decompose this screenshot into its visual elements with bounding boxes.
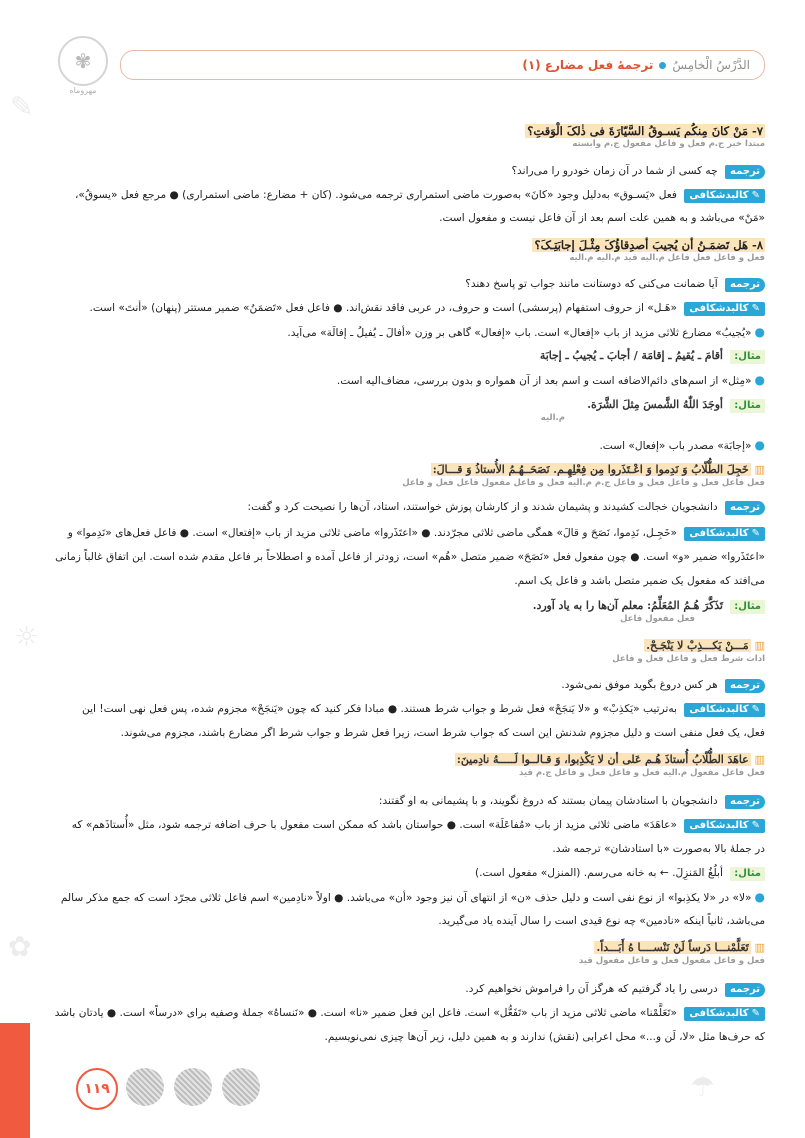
translation-text: دانشجویان با استادشان پیمان بستند که دروغ نگویند، و با پشیمانی به او گفتند: bbox=[378, 795, 718, 807]
pencil-icon: ✎ bbox=[751, 1008, 760, 1019]
lesson-title: الدَّرْسُ الْخامِسُ bbox=[672, 58, 750, 72]
analysis-line: می‌افتد که مفعول یک ضمیر متصل باشد و فاعل یک اسم. bbox=[514, 575, 765, 587]
example bbox=[42, 598, 765, 625]
translation-tag: ترجمه bbox=[725, 501, 765, 515]
translation bbox=[42, 500, 765, 515]
translation-tag: ترجمه bbox=[725, 983, 765, 997]
analysis-line: در جملهٔ بالا به‌صورت «با استادشان» ترجمه شد. bbox=[552, 843, 765, 855]
book-icon: ▥ bbox=[754, 639, 765, 652]
doodle-icon: ☼ bbox=[14, 620, 40, 653]
analysis bbox=[42, 188, 765, 203]
example bbox=[42, 348, 765, 364]
translation bbox=[42, 277, 765, 292]
decorative-circle bbox=[174, 1068, 212, 1106]
umbrella-icon: ☂ bbox=[690, 1070, 716, 1103]
analysis-line: ●«مِثل» از اسم‌های دائم‌الاضافه است و اسم بعد از آن همواره و بدون بررسی، مضاف‌الیه است. bbox=[336, 373, 765, 387]
grammar-labels: مبتدا خبر ج.م فعل و فاعل مفعول ج.م وابسته bbox=[572, 139, 765, 149]
example bbox=[42, 866, 765, 881]
sentence-block bbox=[42, 462, 765, 489]
example-tag: مثال: bbox=[730, 600, 765, 614]
topic-title: ترجمهٔ فعل مضارع (۱) bbox=[522, 58, 654, 72]
analysis-tag: ✎کالبدشکافی bbox=[684, 819, 765, 833]
bullet-icon: ● bbox=[754, 325, 765, 339]
question-sentence: ۸- هَل تَضمَـنُ أن یُجیبَ أصدِقاؤُکَ مِثْـلَ إجابَتِـکَ؟ bbox=[534, 238, 763, 252]
analysis-line: ●«لا» در «لا یکذِبوا» از نوع نفی است و دلیل حذف «ن» از انتهای آن نیز وجود «أن» می‌باشد. ● اولاً «نادِمین» اسم فاعل ثلاثی مجرّد است که جمع مذکر سالم bbox=[60, 890, 765, 904]
pencil-icon: ✎ bbox=[751, 704, 760, 715]
example bbox=[42, 397, 765, 424]
pencil-icon: ✎ bbox=[751, 303, 760, 314]
book-icon: ▥ bbox=[754, 753, 765, 766]
translation bbox=[42, 794, 765, 809]
decorative-circle bbox=[222, 1068, 260, 1106]
analysis-text: «تَعَلَّمْنا» ماضی ثلاثی مزید از باب «تَفَعُّل» است. فاعل این فعل ضمیر «نا» است. ● «نَنساهُ» جملهٔ وصفیه برای «درساً» است. ● یادتان باشد bbox=[54, 1007, 677, 1019]
analysis-tag: ✎کالبدشکافی bbox=[684, 1007, 765, 1021]
pencil-icon: ✎ bbox=[751, 528, 760, 539]
page-edge-strip bbox=[0, 1023, 30, 1138]
analysis-text: فعل «یَسـوق» به‌دلیل وجود «کانَ» به‌صورت ماضی استمراری ترجمه می‌شود. (کان + مضارع: ماضی استمراری) ● مرجع فعل «یسوقُ»، bbox=[75, 189, 677, 201]
pencil-icon: ✎ bbox=[751, 190, 760, 201]
analysis bbox=[42, 301, 765, 316]
example-tag: مثال: bbox=[730, 399, 765, 413]
analysis-text: به‌ترتیب «یَکذِبْ» و «لا یَنجَحْ» فعل شرط و جواب شرط هستند. ● مبادا فکر کنید که چون «یَنجَحْ» مجزوم شده، پس فعل نهی است! این bbox=[82, 703, 677, 715]
example-tag: مثال: bbox=[730, 350, 765, 364]
translation-tag: ترجمه bbox=[725, 795, 765, 809]
arabic-sentence: عاهَدَ الطُّلّابُ أُستاذَ هُـم عَلی أن لا یَکْذِبوا، وَ قـالــوا لَـــــهُ نادِمینَ: bbox=[456, 753, 749, 766]
chapter-header bbox=[120, 50, 765, 80]
decorative-circle bbox=[126, 1068, 164, 1106]
analysis-line: که حرف‌ها مثل «لا، لَن و...» محل اعرابی (نقش) ندارند و به همین دلیل، زیر آن‌ها چیزی نمی‌نویسیم. bbox=[324, 1031, 765, 1043]
arabic-sentence: تَعَلَّمْنـــا دَرساً لَنْ نَنْســــا هُ أَبَـــداً. bbox=[596, 941, 749, 954]
translation-tag: ترجمه bbox=[725, 165, 765, 179]
grammar-labels: فعل و فاعل فعل فاعل م.الیه قید م.الیه م.الیه bbox=[569, 253, 765, 263]
translation-tag: ترجمه bbox=[725, 679, 765, 693]
translation-text: چه کسی از شما در آن زمان خودرو را می‌راند؟ bbox=[511, 165, 718, 177]
arabic-sentence: خَجِلَ الطُّلّابُ وَ نَدِموا وَ اعْـتَذَروا مِن فِعْلِهِـم. نَصَحَــهُـمُ الأُستاذُ وَ قـــالَ: bbox=[432, 463, 749, 476]
analysis-tag: ✎کالبدشکافی bbox=[684, 189, 765, 203]
analysis-tag: ✎کالبدشکافی bbox=[684, 703, 765, 717]
analysis-line: می‌باشد، ثانیاً اینکه «نادمین» چه نوع قیدی است را سال آینده یاد می‌گیرید. bbox=[438, 915, 765, 927]
bullet-icon: ● bbox=[754, 890, 765, 904]
question-8 bbox=[42, 238, 765, 264]
analysis-text: «عاهَدَ» ماضی ثلاثی مزید از باب «مُفاعَلَة» است. ● حواستان باشد که ممکن است مفعول با حرف اضافه ترجمه شود، مثل «أُستاذَهم» که bbox=[71, 819, 677, 831]
analysis-line: فعل، یک فعل منفی است و دلیل مجزوم شدنش این است که جواب شرط است، زیرا فعل شرط و جواب شرط اگر مضارع باشند، مجزوم می‌شوند. bbox=[120, 727, 765, 739]
analysis-line: «اعتَذَروا» ضمیر «و» است. ● چون مفعول فعل «نَصَحَ» ضمیر متصل «هُم» است، زودتر از فاعل آمده و اصطلاحاً بر فاعل مقدم شده است. این اتفاق غالباً زمانی bbox=[55, 551, 765, 563]
translation-text: درسی را یاد گرفتیم که هرگز آن را فراموش نخواهیم کرد. bbox=[465, 983, 718, 995]
analysis-line: ●«إجابَة» مصدر باب «إفعال» است. bbox=[599, 438, 765, 452]
bullet-dot-icon bbox=[659, 62, 666, 69]
example-text: تَذَکَّرَ هُـمُ المُعَلِّمُ: معلم آن‌ها را به یاد آورد. bbox=[532, 599, 723, 612]
example-text: أبلُغُ المَنزِلَ. ← به خانه می‌رسم. (المنزل» مفعول است.) bbox=[475, 867, 723, 879]
analysis bbox=[42, 818, 765, 833]
translation bbox=[42, 982, 765, 997]
translation bbox=[42, 678, 765, 693]
analysis bbox=[42, 1006, 765, 1021]
book-icon: ▥ bbox=[754, 463, 765, 476]
translation-text: هر کس دروغ بگوید موفق نمی‌شود. bbox=[561, 679, 718, 691]
bullet-icon: ● bbox=[754, 438, 765, 452]
analysis-text: «هَـل» از حروف استفهام (پرسشی) است و حروف، در عربی فاقد نقش‌اند. ● فاعل فعل «تَضمَنُ» ضمیر مستتر (پنهان) «أنتَ» است. bbox=[89, 302, 677, 314]
doodle-icon: ✿ bbox=[8, 930, 32, 963]
example-text: أقامَ ـ یُقیمُ ـ إقامَة / أجابَ ـ یُجیبُ ـ إجابَة bbox=[539, 349, 723, 362]
grammar-labels: فعل فاعل فعل و فاعل فعل و فاعل ج.م م.الیه فعل و فاعل مفعول فاعل فعل و فاعل bbox=[402, 478, 765, 488]
pencil-icon: ✎ bbox=[751, 820, 760, 831]
logo bbox=[58, 36, 108, 86]
translation bbox=[42, 164, 765, 179]
analysis-tag: ✎کالبدشکافی bbox=[684, 302, 765, 316]
analysis bbox=[42, 526, 765, 541]
analysis-line: «مَنْ» می‌باشد و به همین علت اسم بعد از آن فاعل نیست و مفعول است. bbox=[439, 212, 765, 224]
grammar-labels: ادات شرط فعل و فاعل فعل و فاعل bbox=[612, 654, 765, 664]
book-icon: ▥ bbox=[754, 941, 765, 954]
analysis-tag: ✎کالبدشکافی bbox=[684, 527, 765, 541]
grammar-labels: فعل فاعل مفعول م.الیه فعل و فاعل فعل و فاعل ج.م قید bbox=[518, 768, 765, 778]
logo-text: مهروماه bbox=[69, 86, 97, 95]
translation-text: دانشجویان خجالت کشیدند و پشیمان شدند و از کارشان پوزش خواستند، استاد، آن‌ها را نصیحت کرد و گفت: bbox=[247, 501, 718, 513]
translation-text: آیا ضمانت می‌کنی که دوستانت مانند جواب تو پاسخ دهند؟ bbox=[465, 278, 718, 290]
bullet-icon: ● bbox=[754, 373, 765, 387]
example-tag: مثال: bbox=[730, 867, 765, 881]
grammar-labels: فعل مفعول فاعل bbox=[620, 614, 695, 624]
analysis bbox=[42, 702, 765, 717]
example-text: أوجَدَ اللّٰهُ الشَّمسَ مِثلَ الشَّرَة. bbox=[587, 398, 723, 411]
question-sentence: ۷- مَنْ کانَ مِنکُم یَسـوقُ السَّیّارَةَ فی ذٰلکَ الْوَقتِ؟ bbox=[527, 124, 763, 138]
grammar-labels: م.الیه bbox=[540, 413, 565, 423]
grammar-labels: فعل و فاعل مفعول فعل و فاعل مفعول قید bbox=[578, 956, 765, 966]
question-7 bbox=[42, 124, 765, 150]
sentence-block bbox=[42, 752, 765, 779]
doodle-icon: ✎ bbox=[10, 90, 34, 123]
analysis-line: ●«یُجیبُ» مضارع ثلاثی مزید از باب «إفعال» است. باب «إفعال» گاهی بر وزن «أفالَ ـ یُفیلُ ـ إفالَة» می‌آید. bbox=[287, 325, 765, 339]
page-number: ۱۱۹ bbox=[76, 1068, 118, 1110]
sentence-block bbox=[42, 940, 765, 967]
arabic-sentence: مَـــنْ یَکـــذِبْ لا یَنْجَـحْ. bbox=[646, 639, 749, 652]
sentence-block bbox=[42, 638, 765, 665]
analysis-text: «خَجِـل، نَدِموا، نَصَحَ و قالَ» همگی ماضی ثلاثی مجرّدند. ● «اعتَذَروا» ماضی ثلاثی مزید از باب «إفتعال» است. ● فاعل فعل‌های «نَدِموا» و bbox=[67, 527, 677, 539]
translation-tag: ترجمه bbox=[725, 278, 765, 292]
logo-icon: ✾ bbox=[74, 49, 92, 73]
